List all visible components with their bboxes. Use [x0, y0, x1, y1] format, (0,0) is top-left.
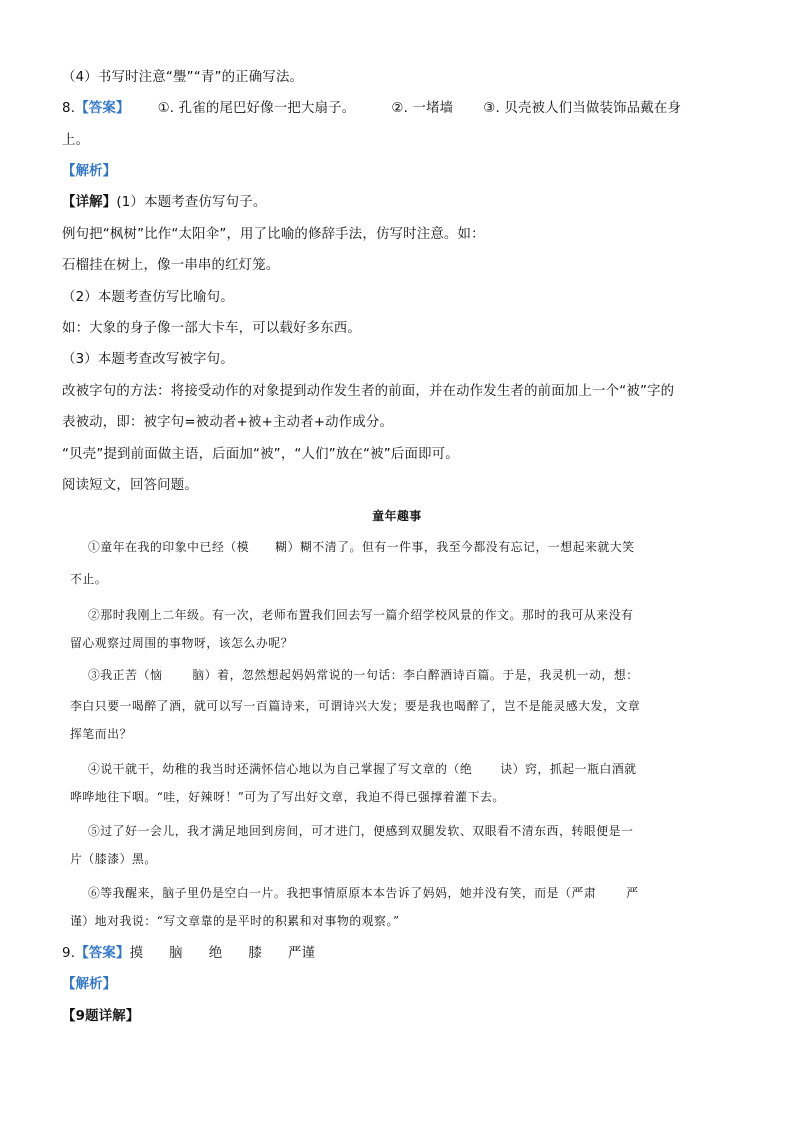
q8-part-2-heading: （2）本题考查仿写比喻句。 [62, 290, 234, 305]
passage-p4-line2: 哗哗地往下咽。“哇，好辣呀！”可为了写出好文章，我迫不得已强撑着灌下去。 [70, 790, 505, 804]
passage-p2-line1: ②那时我刚上二年级。有一次，老师布置我们回去写一篇介绍学校风景的作文。那时的我可从来没有 [88, 608, 634, 622]
q9-answer-4: 膝 [248, 946, 262, 961]
q8-answer-3: ③. 贝壳被人们当做装饰品戴在身 [483, 101, 682, 116]
q9-answer-2: 脑 [169, 946, 183, 961]
q8-detail-tag: 【详解】 [62, 195, 117, 210]
q8-detail-text: (1）本题考查仿写句子。 [116, 195, 267, 210]
passage-p3-line2: 李白只要一喝醉了酒，就可以写一百篇诗来，可谓诗兴大发；要是我也喝醉了，岂不是能灵感大发，文章 [70, 699, 641, 713]
q8-part-3-method: 改被字句的方法：将接受动作的对象提到动作发生者的前面，并在动作发生者的前面加上一个“被”字的 [62, 384, 675, 399]
q9-answer-tag: 【答案】 [75, 946, 130, 961]
q8-detail-1 [62, 191, 266, 210]
passage-p5-line1: ⑤过了好一会儿，我才满足地回到房间，可才进门，便感到双腿发软、双眼看不清东西，转眼便是一 [88, 824, 634, 838]
q8-number: 8. [62, 101, 76, 116]
q8-example-explain: 例句把“枫树”比作“太阳伞”，用了比喻的修辞手法，仿写时注意。如： [62, 227, 485, 242]
passage-p4-line1: ④说干就干，幼稚的我当时还满怀信心地以为自己掌握了写文章的（绝 诀）窍，抓起一瓶白酒就 [88, 762, 637, 776]
q8-answer-1: ①. 孔雀的尾巴好像一把大扇子。 [157, 101, 356, 116]
passage-p1-line1: ①童年在我的印象中已经（模 糊）糊不清了。但有一件事，我至今都没有忘记，一想起来就大笑 [88, 540, 635, 554]
passage-p3-line3: 挥笔而出？ [70, 727, 132, 741]
item-4-writing-note: （4）书写时注意“璺”“青”的正确写法。 [62, 70, 304, 85]
q9-answer-1: 摸 [129, 946, 144, 961]
q9-answers [130, 946, 342, 961]
q9-detail-tag: 【9题详解】 [62, 1009, 140, 1024]
q8-answer-line [62, 97, 681, 116]
passage-p1-line2: 不止。 [70, 572, 108, 586]
q8-example-sentence: 石榴挂在树上，像一串串的红灯笼。 [62, 258, 280, 273]
q8-answer-2: ②. 一堵墙 [391, 101, 454, 116]
q8-part-2-example: 如：大象的身子像一部大卡车，可以载好多东西。 [62, 321, 361, 336]
q8-answer-tag: 【答案】 [75, 101, 130, 116]
passage-p2-line2: 留心观察过周围的事物呀，该怎么办呢？ [70, 636, 294, 650]
q9-answer-line [62, 942, 341, 961]
q9-analysis-tag: 【解析】 [62, 977, 117, 992]
q9-number: 9. [62, 946, 76, 961]
passage-title: 童年趣事 [372, 509, 422, 523]
reading-intro: 阅读短文，回答问题。 [62, 478, 198, 493]
q9-answer-5: 严谨 [287, 946, 316, 961]
passage-p5-line2: 片（膝漆）黑。 [70, 852, 157, 866]
q9-answer-3: 绝 [208, 946, 223, 961]
q8-part-3-heading: （3）本题考查改写被字句。 [62, 352, 234, 367]
q8-part-3-formula: 表被动，即：被字句=被动者+被+主动者+动作成分。 [62, 415, 394, 430]
q8-analysis-tag: 【解析】 [62, 164, 117, 179]
passage-p6-line2: 谨）地对我说：“写文章靠的是平时的积累和对事物的观察。” [70, 914, 400, 928]
q8-answer-3-continued: 上。 [62, 133, 90, 148]
q8-part-3-application: “贝壳”提到前面做主语，后面加“被”，“人们”放在“被”后面即可。 [62, 447, 459, 462]
passage-p3-line1: ③我正苦（恼 脑）着，忽然想起妈妈常说的一句话：李白醉酒诗百篇。于是，我灵机一动，想： [88, 668, 639, 682]
passage-p6-line1: ⑥等我醒来，脑子里仍是空白一片。我把事情原原本本告诉了妈妈，她并没有笑，而是（严肃 严 [88, 886, 639, 900]
